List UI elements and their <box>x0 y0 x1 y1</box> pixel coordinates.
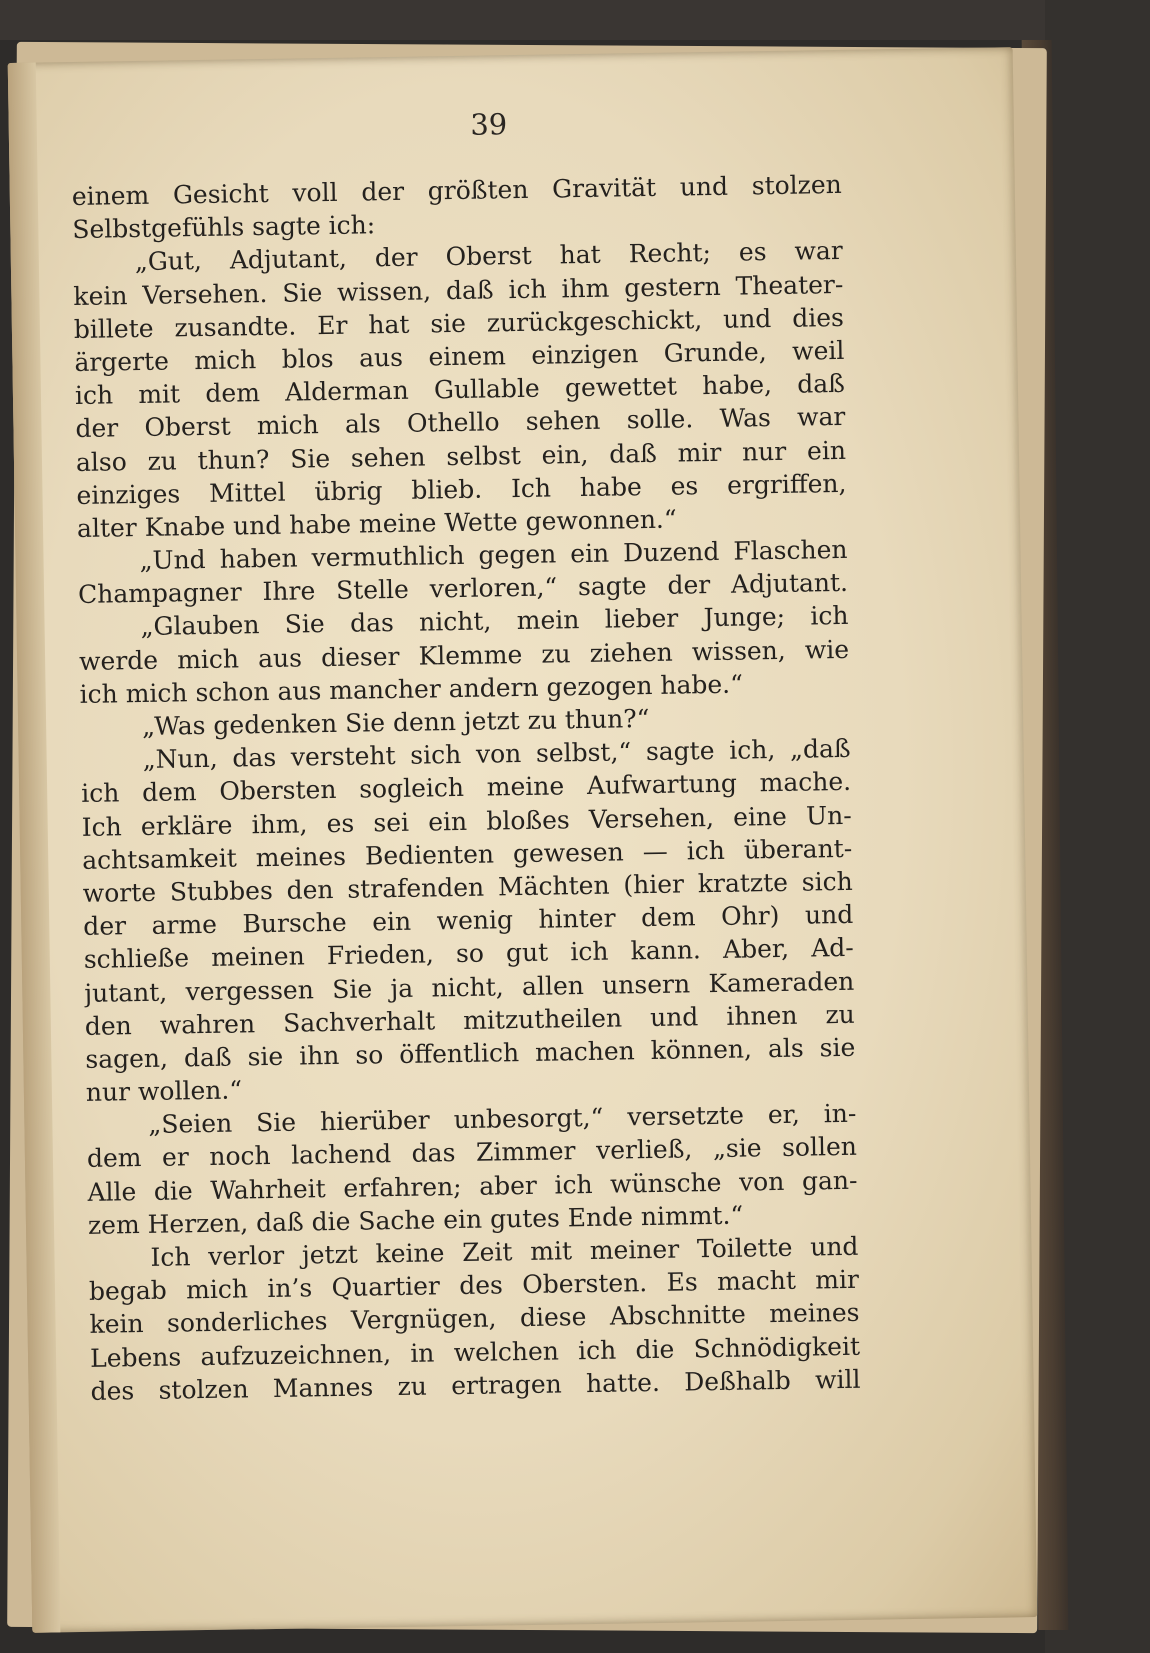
text-line: ich mit dem Alderman Gullable gewettet habe, daß <box>74 369 846 411</box>
text-line: alter Knabe und habe meine Wette gewonnen.“ <box>76 504 677 543</box>
text-line: „Und haben vermuthlich gegen ein Duzend Flaschen <box>139 534 848 576</box>
page-number: 39 <box>470 107 508 142</box>
text-line: Champagner Ihre Stelle verloren,“ sagte der Adjutant. <box>77 568 849 610</box>
text-line: „Glauben Sie das nicht, mein lieber Junge; ich <box>140 601 849 642</box>
text-line: einem Gesicht voll der größten Gravität und stolzen <box>71 169 842 211</box>
text-line: also zu thun? Sie sehen selbst ein, daß mir nur ein <box>75 435 847 477</box>
book-cover-top <box>0 0 1150 40</box>
text-line: „Was gedenken Sie denn jetzt zu thun?“ <box>141 703 650 741</box>
text-line: des stolzen Mannes zu ertragen hatte. Deßhalb will <box>90 1364 861 1406</box>
text-line: der Oberst mich als Othello sehen solle. Was war <box>75 402 846 444</box>
text-line: Ich erkläre ihm, es sei ein bloßes Versehen, eine Un- <box>81 800 852 842</box>
text-line: der arme Bursche ein wenig hinter dem Ohr) und <box>83 899 854 942</box>
text-line: „Nun, das versteht sich von selbst,“ sagte ich, „daß <box>142 734 851 775</box>
text-line: werde mich aus dieser Klemme zu ziehen wissen, wie <box>78 634 850 676</box>
text-line: „Seien Sie hierüber unbesorgt,“ versetzte er, in- <box>148 1099 857 1140</box>
text-line: nur wollen.“ <box>85 1075 243 1107</box>
text-line: ich dem Obersten sogleich meine Aufwartung mache. <box>80 767 852 809</box>
page-text <box>72 168 861 1408</box>
text-line: Alle die Wahrheit erfahren; aber ich wünsche von gan- <box>87 1165 858 1207</box>
text-line: sagen, daß sie ihn so öffentlich machen können, als sie <box>85 1032 856 1074</box>
text-line: zem Herzen, daß die Sache ein gutes Ende nimmt.“ <box>87 1200 744 1240</box>
text-line: den wahren Sachverhalt mitzutheilen und ihnen zu <box>84 999 856 1041</box>
text-line: einziges Mittel übrig blieb. Ich habe es ergriffen, <box>76 468 847 510</box>
text-line: achtsamkeit meines Bedienten gewesen — ich überant- <box>82 833 853 875</box>
text-line: worte Stubbes den strafenden Mächten (hier kratzte sich <box>82 866 853 908</box>
text-line: schließe meinen Frieden, so gut ich kann. Aber, Ad- <box>83 933 854 975</box>
text-line: Ich verlor jetzt keine Zeit mit meiner Toilette und <box>150 1231 859 1272</box>
text-line: Selbstgefühls sagte ich: <box>72 210 376 245</box>
text-line: kein Versehen. Sie wissen, daß ich ihm gestern Theater- <box>73 269 844 311</box>
text-line: ich mich schon aus mancher andern gezogen habe.“ <box>79 669 744 709</box>
text-line: „Gut, Adjutant, der Oberst hat Recht; es war <box>134 236 844 277</box>
text-line: begab mich in’s Quartier des Obersten. Es macht mir <box>88 1264 860 1307</box>
text-line: kein sonderliches Vergnügen, diese Abschnitte meines <box>89 1298 860 1340</box>
text-line: billete zusandte. Er hat sie zurückgeschickt, und dies <box>73 302 845 344</box>
book-page <box>8 47 1038 1633</box>
text-line: dem er noch lachend das Zimmer verließ, „sie sollen <box>86 1132 858 1174</box>
text-line: Lebens aufzuzeichnen, in welchen ich die Schnödigkeit <box>89 1331 861 1373</box>
text-line: jutant, vergessen Sie ja nicht, allen unsern Kameraden <box>84 966 855 1008</box>
text-line: ärgerte mich blos aus einem einzigen Grunde, weil <box>74 335 845 377</box>
